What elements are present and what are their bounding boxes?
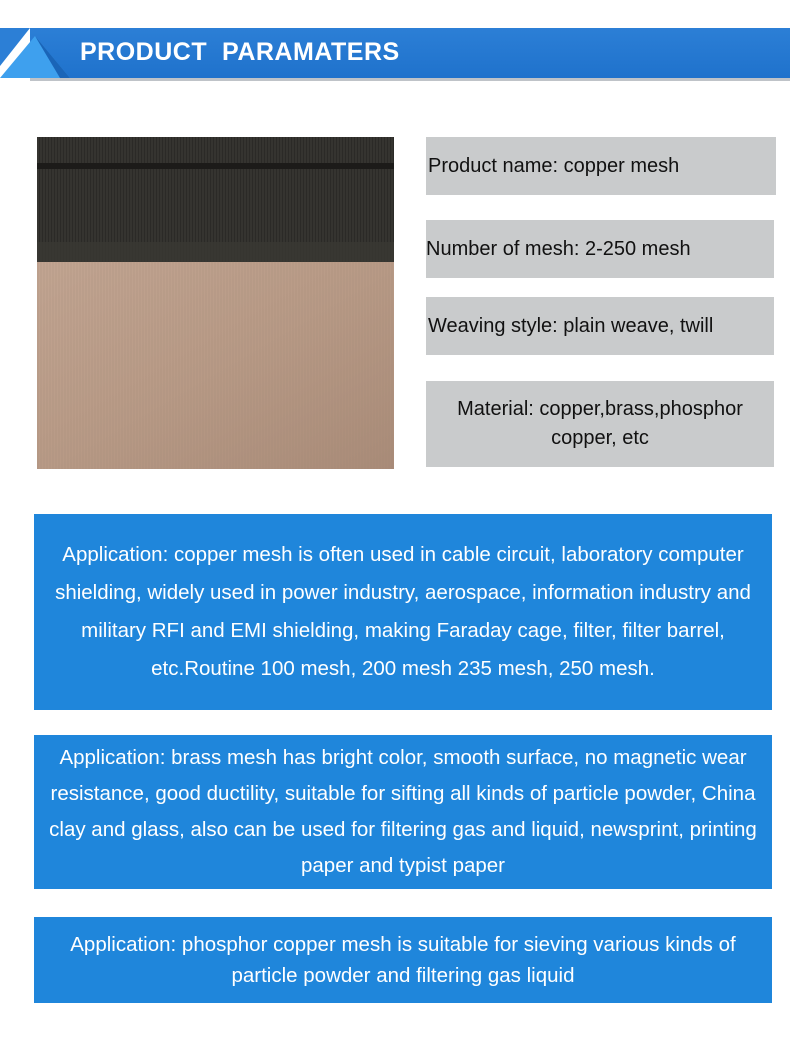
application-copper-mesh-text: Application: copper mesh is often used in cable circuit, laboratory computer shielding, widely used in power industry, aerospace, information industry and military RFI and EMI shielding, making Faraday cage, filter, filter barrel, etc.Routine 100 mesh, 200 mesh 235 mesh, 250 mesh. xyxy=(55,543,751,680)
application-brass-mesh xyxy=(34,735,772,889)
mesh-image xyxy=(37,137,394,469)
application-phosphor-copper-mesh-text: Application: phosphor copper mesh is suitable for sieving various kinds of particle powder and filtering gas liquid xyxy=(70,933,736,987)
param-mesh-number-text: Number of mesh: 2-250 mesh xyxy=(426,237,691,260)
application-phosphor-copper-mesh xyxy=(34,917,772,1003)
header-title: PRODUCT PARAMATERS xyxy=(80,38,400,66)
param-weaving-style xyxy=(426,297,774,355)
copper-mesh-photo xyxy=(37,137,394,469)
param-product-name-text: Product name: copper mesh xyxy=(428,154,680,177)
param-material-text: Material: copper,brass,phosphor copper, etc xyxy=(457,398,743,449)
application-copper-mesh xyxy=(34,514,772,710)
param-mesh-number xyxy=(426,220,774,278)
param-material xyxy=(426,381,774,467)
section-header xyxy=(0,28,790,78)
param-weaving-style-text: Weaving style: plain weave, twill xyxy=(428,314,714,337)
header-triangle-icon xyxy=(0,28,70,78)
param-product-name xyxy=(426,137,776,195)
application-brass-mesh-text: Application: brass mesh has bright color, smooth surface, no magnetic wear resistance, good ductility, suitable for sifting all kinds of particle powder, China clay and glass, also can be used for filtering gas and liquid, newsprint, printing paper and typist paper xyxy=(49,746,757,877)
